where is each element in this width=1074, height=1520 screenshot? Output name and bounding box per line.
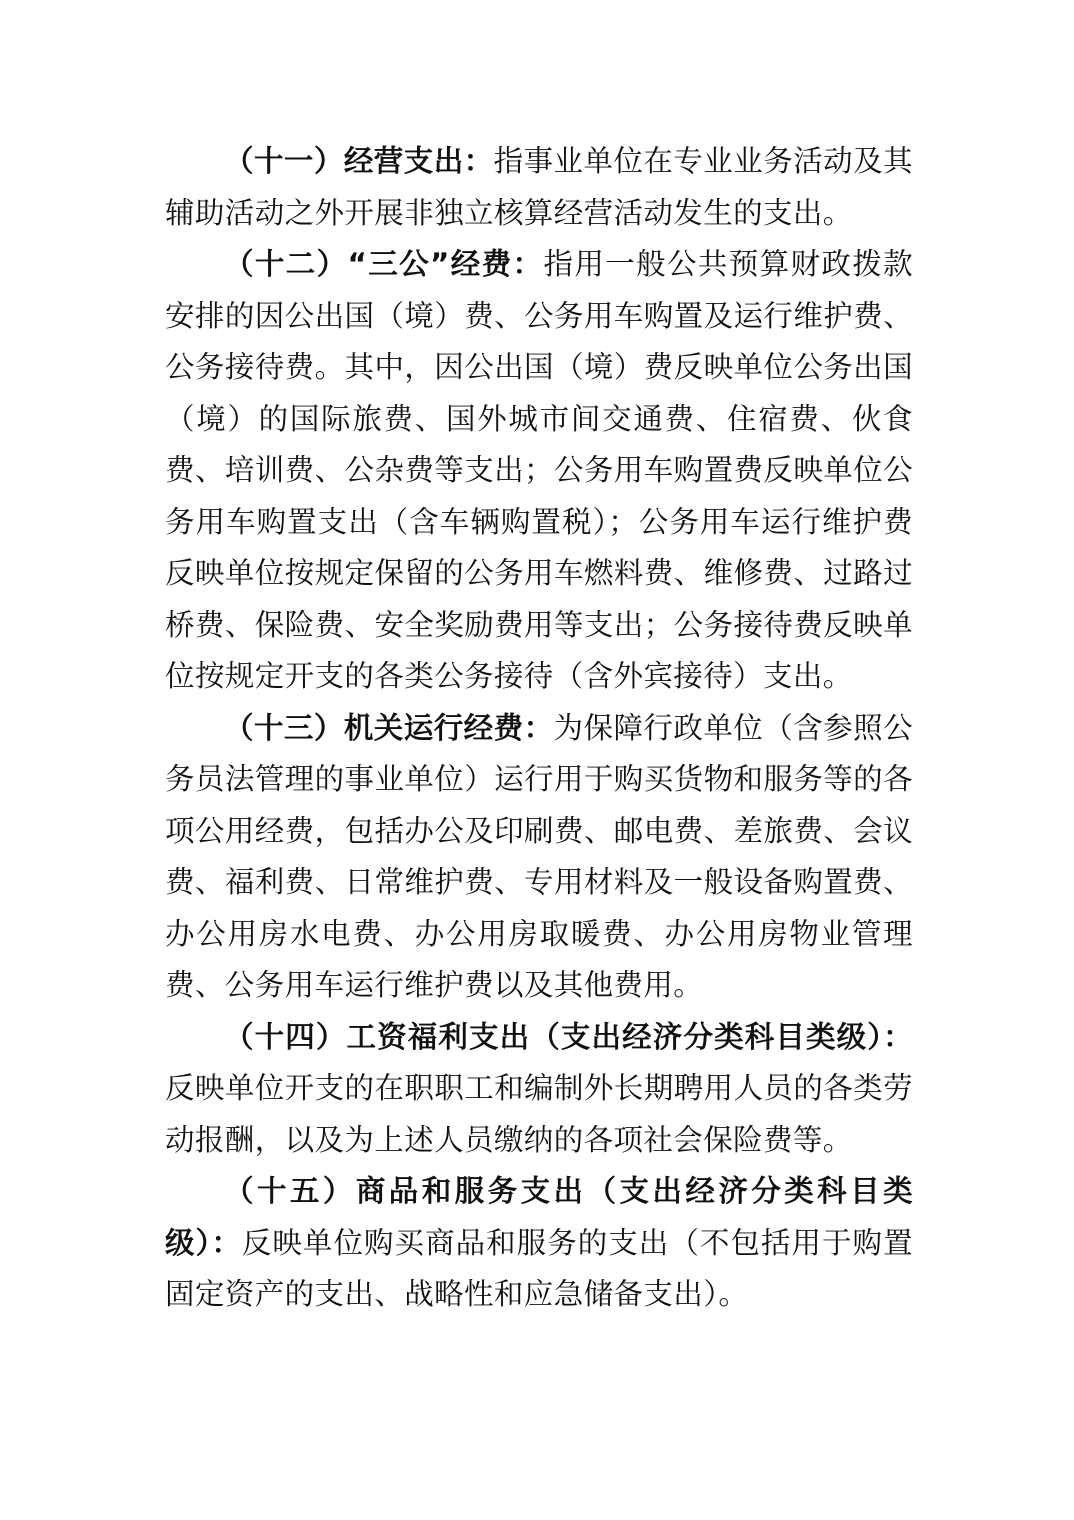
- paragraph-term: （十三）机关运行经费：: [224, 710, 554, 745]
- document-body: [165, 136, 913, 1321]
- paragraph-text: 反映单位购买商品和服务的支出（不包括用于购置固定资产的支出、战略性和应急储备支出）。: [165, 1225, 913, 1311]
- paragraph-item-13: [165, 703, 913, 1012]
- paragraph-text: 反映单位开支的在职职工和编制外长期聘用人员的各类劳动报酬，以及为上述人员缴纳的各项社会保险费等。: [165, 1071, 913, 1157]
- paragraph-item-11: [165, 136, 913, 239]
- paragraph-term: （十五）商品和服务支出（支出经济分类科目类级）：: [165, 1174, 913, 1260]
- paragraph-term: （十二）“三公”经费：: [224, 247, 544, 281]
- paragraph-text: 指事业单位在专业业务活动及其辅助活动之外开展非独立核算经营活动发生的支出。: [165, 144, 913, 230]
- paragraph-text: 指用一般公共预算财政拨款安排的因公出国（境）费、公务用车购置及运行维护费、公务接待费。其中，因公出国（境）费反映单位公务出国（境）的国际旅费、国外城市间交通费、住宿费、伙食费、培训费、公杂费等支出；公务用车购置费反映单位公务用车购置支出（含车辆购置税）；公务用车运行维护费反映单位按规定保留的公务用车燃料费、维修费、过路过桥费、保险费、安全奖励费用等支出；公务接待费反映单位按规定开支的各类公务接待（含外宾接待）支出。: [165, 247, 913, 693]
- paragraph-term: （十一）经营支出：: [224, 144, 494, 178]
- paragraph-item-12: [165, 239, 913, 703]
- paragraph-item-14: [165, 1012, 913, 1167]
- paragraph-item-15: [165, 1166, 913, 1321]
- paragraph-text: 为保障行政单位（含参照公务员法管理的事业单位）运行用于购买货物和服务等的各项公用经费，包括办公及印刷费、邮电费、差旅费、会议费、福利费、日常维护费、专用材料及一般设备购置费、办公用房水电费、办公用房取暖费、办公用房物业管理费、公务用车运行维护费以及其他费用。: [165, 710, 913, 1002]
- paragraph-term: （十四）工资福利支出（支出经济分类科目类级）：: [224, 1019, 913, 1054]
